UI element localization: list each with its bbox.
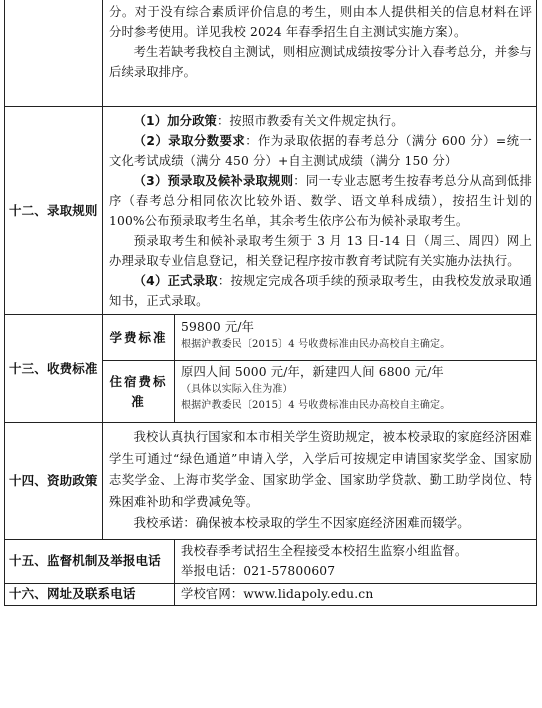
paragraph bbox=[109, 131, 532, 171]
row-label: 十四、资助政策 bbox=[5, 423, 103, 540]
school-website: 学校官网：www.lidapoly.edu.cn bbox=[181, 586, 374, 601]
item-heading: （2）录取分数要求 bbox=[133, 134, 246, 148]
paragraph bbox=[109, 111, 532, 131]
paragraph: 分。对于没有综合素质评价信息的考生，则由本人提供相关的信息材料在评分时参考使用。详见我校 2024 年春季招生自主测试实施方案）。 bbox=[109, 5, 533, 39]
table-row bbox=[5, 0, 537, 107]
item-body: ：按照市教委有关文件规定执行。 bbox=[216, 114, 404, 128]
paragraph bbox=[109, 271, 532, 311]
lodging-note: 根据沪教委民〔2015〕4 号收费标准由民办高校自主确定。 bbox=[181, 400, 451, 411]
row-label: 十六、网址及联系电话 bbox=[5, 583, 175, 605]
row-label: 十二、录取规则 bbox=[5, 107, 103, 315]
item-heading: （3）预录取及候补录取规则 bbox=[133, 174, 294, 188]
row-content-cell bbox=[103, 0, 537, 107]
row-content-cell bbox=[103, 423, 537, 540]
tuition-cell bbox=[175, 315, 537, 361]
supervision-text: 我校春季考试招生全程接受本校招生监察小组监督。 bbox=[181, 543, 468, 558]
lodging-note: （具体以实际入住为准） bbox=[181, 384, 293, 395]
tuition-value: 59800 元/年 bbox=[181, 320, 255, 334]
item-body: ：作为录取依据的春考总分（满分 600 分）=统一文化考试成绩（满分 450 分）+自主测试成绩（满分 150 分） bbox=[109, 134, 533, 168]
row-content-cell bbox=[175, 583, 537, 605]
paragraph: 预录取考生和候补录取考生须于 3 月 13 日-14 日（周三、周四）网上办理录取专业信息登记，相关登记程序按市教育考试院有关实施办法执行。 bbox=[109, 234, 533, 268]
lodging-value: 原四人间 5000 元/年，新建四人间 6800 元/年 bbox=[181, 365, 444, 379]
admission-rules-table bbox=[4, 0, 537, 606]
lodging-cell bbox=[175, 361, 537, 423]
item-heading: （1）加分政策 bbox=[133, 114, 217, 128]
tuition-note: 根据沪教委民〔2015〕4 号收费标准由民办高校自主确定。 bbox=[181, 339, 451, 350]
table-row bbox=[5, 583, 537, 605]
table-row bbox=[5, 539, 537, 583]
row-label-cell bbox=[5, 0, 103, 107]
row-label: 十三、收费标准 bbox=[5, 315, 103, 423]
paragraph: 我校认真执行国家和本市相关学生资助规定，被本校录取的家庭经济困难学生可通过“绿色通道”申请入学，入学后可按规定申请国家奖学金、国家励志奖学金、上海市奖学金、国家助学金、国家助学贷款、勤工助学岗位、特殊困难补助和学费减免等。 bbox=[109, 430, 533, 509]
paragraph: 考生若缺考我校自主测试，则相应测试成绩按零分计入春考总分，并参与后续录取排序。 bbox=[109, 45, 533, 79]
table-row bbox=[5, 107, 537, 315]
paragraph: 我校承诺：确保被本校录取的学生不因家庭经济困难而辍学。 bbox=[133, 516, 470, 530]
item-body: ：按规定完成各项手续的预录取考生，由我校发放录取通知书，正式录取。 bbox=[109, 274, 533, 308]
paragraph bbox=[109, 171, 532, 231]
report-phone: 举报电话：021-57800607 bbox=[181, 563, 336, 578]
item-heading: （4）正式录取 bbox=[133, 274, 218, 288]
table-row bbox=[5, 315, 537, 361]
item-body: ：同一专业志愿考生按春考总分从高到低排序（春考总分相同依次比较外语、数学、语文单科成绩），按招生计划的 100%公布预录取考生名单，其余考生依序公布为候补录取考生。 bbox=[109, 174, 533, 228]
row-content-cell bbox=[175, 539, 537, 583]
row-content-cell bbox=[103, 107, 537, 315]
sub-label-tuition: 学费标准 bbox=[103, 315, 175, 361]
row-label: 十五、监督机制及举报电话 bbox=[5, 539, 175, 583]
table-row bbox=[5, 423, 537, 540]
sub-label-lodging: 住宿费标准 bbox=[103, 361, 175, 423]
